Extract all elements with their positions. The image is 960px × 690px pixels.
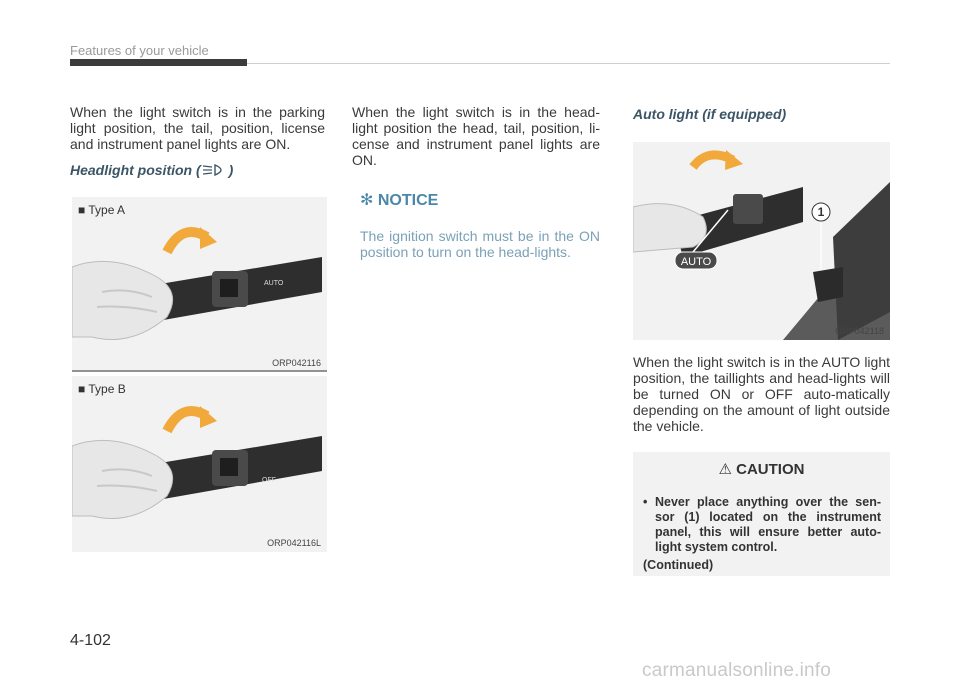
auto-light-paragraph: When the light switch is in the AUTO light position, the taillights and head-lights will be turned ON or OFF auto-matically depending on the amount of light outside the vehicle.: [633, 354, 890, 434]
parking-light-paragraph: When the light switch is in the parking light position, the tail, position, license and instrument panel lights are ON.: [70, 104, 325, 152]
headlight-symbol-icon: [201, 163, 229, 177]
figure-label: ■ Type A: [78, 203, 126, 217]
page-number: 4-102: [70, 632, 111, 649]
running-header: Features of your vehicle: [70, 43, 209, 58]
figure-code: ORP042116: [272, 358, 321, 368]
warning-triangle-icon: ⚠: [718, 461, 737, 478]
figure-code: ORP042116L: [267, 538, 321, 548]
figure-auto-light: [633, 142, 890, 340]
rotate-arrow-icon: [200, 227, 217, 249]
figure-code: ORP042118: [835, 326, 884, 336]
light-stalk-illustration: [72, 197, 327, 372]
header-rule: [247, 63, 890, 64]
auto-light-illustration: [633, 142, 890, 340]
notice-body: The ignition switch must be in the ON position to turn on the head-lights.: [360, 228, 600, 260]
notice-star-icon: ✻: [360, 192, 378, 209]
light-stalk-illustration: [72, 376, 327, 552]
headlight-position-heading: Headlight position ( ): [70, 162, 234, 178]
sensor-callout-1: 1: [817, 205, 825, 219]
auto-light-heading: Auto light (if equipped): [633, 106, 787, 122]
bullet-dot: •: [643, 495, 648, 509]
auto-callout-label: AUTO: [680, 256, 712, 268]
notice-title: ✻ NOTICE: [360, 192, 439, 209]
caution-box: [633, 452, 890, 576]
caution-bullet: • Never place anything over the sen-sor (1) located on the instrument panel, this will ensure better auto-light system control.: [643, 495, 881, 554]
figure-label: ■ Type B: [78, 382, 126, 396]
caution-continued: (Continued): [643, 558, 714, 572]
auto-marking: AUTO: [264, 280, 284, 287]
figure-type-a: [72, 197, 327, 372]
header-bar: [70, 59, 247, 66]
watermark: carmanualsonline.info: [642, 660, 832, 681]
off-marking: OFF: [262, 477, 276, 484]
headlight-paragraph: When the light switch is in the head-light position the head, tail, position, li-cense and instrument panel lights are ON.: [352, 104, 600, 168]
figure-type-b: [72, 376, 327, 552]
rotate-arrow-icon: [200, 406, 217, 428]
caution-title: ⚠ CAUTION: [718, 461, 805, 478]
rotate-arrow-icon: [725, 150, 743, 170]
